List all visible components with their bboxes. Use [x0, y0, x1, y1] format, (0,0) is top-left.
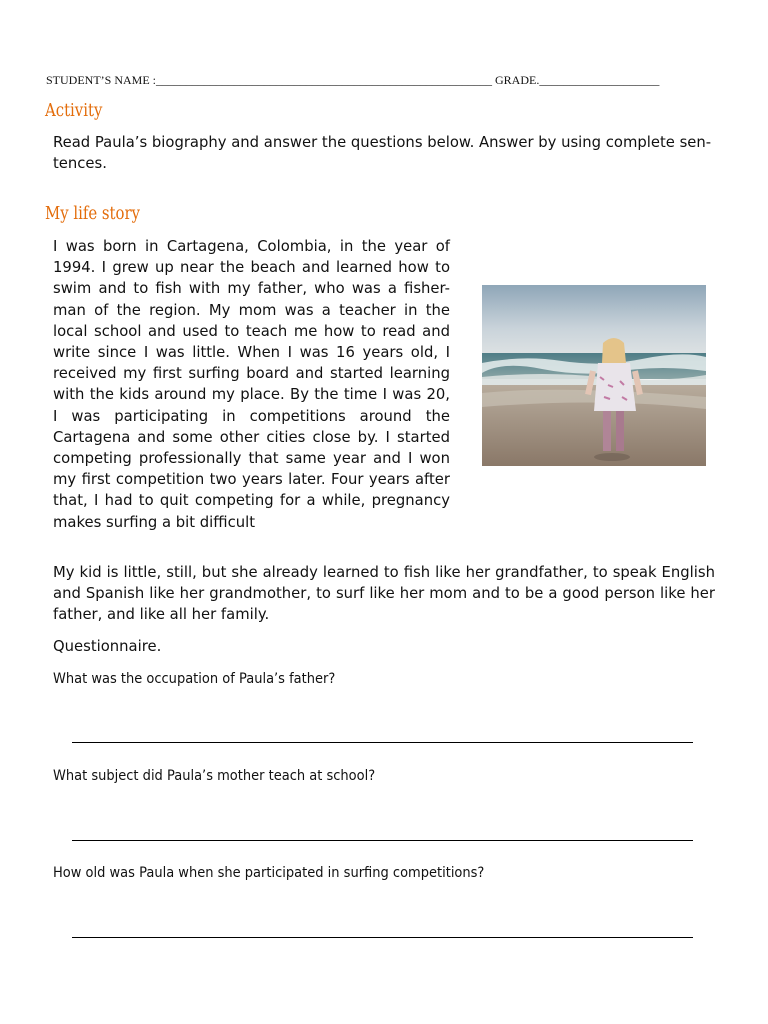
student-info-line [46, 73, 746, 88]
activity-instructions: Read Paula’s biography and answer the questions below. Answer by using complete sen- tences. [53, 134, 712, 173]
question-2: What subject did Paula’s mother teach at school? [53, 768, 376, 784]
answer-line-2[interactable] [72, 840, 693, 841]
answer-line-3[interactable] [72, 937, 693, 938]
story-paragraph-2: My kid is little, still, but she already learned to fish like her grandfather, to speak English and Spanish like her grandmother, to surf like her mom and to be a good person like her father, and like all her family. [53, 564, 715, 624]
grade-label: GRADE. [495, 73, 540, 87]
student-name-field[interactable]: ________________________________________________________ [156, 73, 492, 87]
girl-on-beach-photo [482, 285, 706, 466]
answer-line-1[interactable] [72, 742, 693, 743]
story-heading: My life story [45, 204, 141, 224]
question-3: How old was Paula when she participated in surfing competitions? [53, 865, 485, 881]
grade-field[interactable]: ____________________ [539, 73, 660, 87]
questionnaire-label: Questionnaire. [53, 638, 162, 655]
question-1: What was the occupation of Paula’s father? [53, 671, 336, 687]
student-name-label: STUDENT’S NAME : [46, 73, 156, 87]
activity-heading: Activity [45, 101, 103, 121]
story-paragraph-1: I was born in Cartagena, Colombia, in the year of 1994. I grew up near the beach and learned how to swim and to fish with my father, who was a fisher- man of the region. My mom was a teacher in the local school and used to teach me how to read and write since I was little. When I was 16 years old, I received my first surfing board and started learning with the kids around my place. By the time I was 20, I was participating in competitions around the Cartagena and some other cities close by. I started competing professionally that same year and I won my first competition two years later. Four years after that, I had to quit competing for a while, pregnancy makes surfing a bit difficult [53, 238, 450, 531]
